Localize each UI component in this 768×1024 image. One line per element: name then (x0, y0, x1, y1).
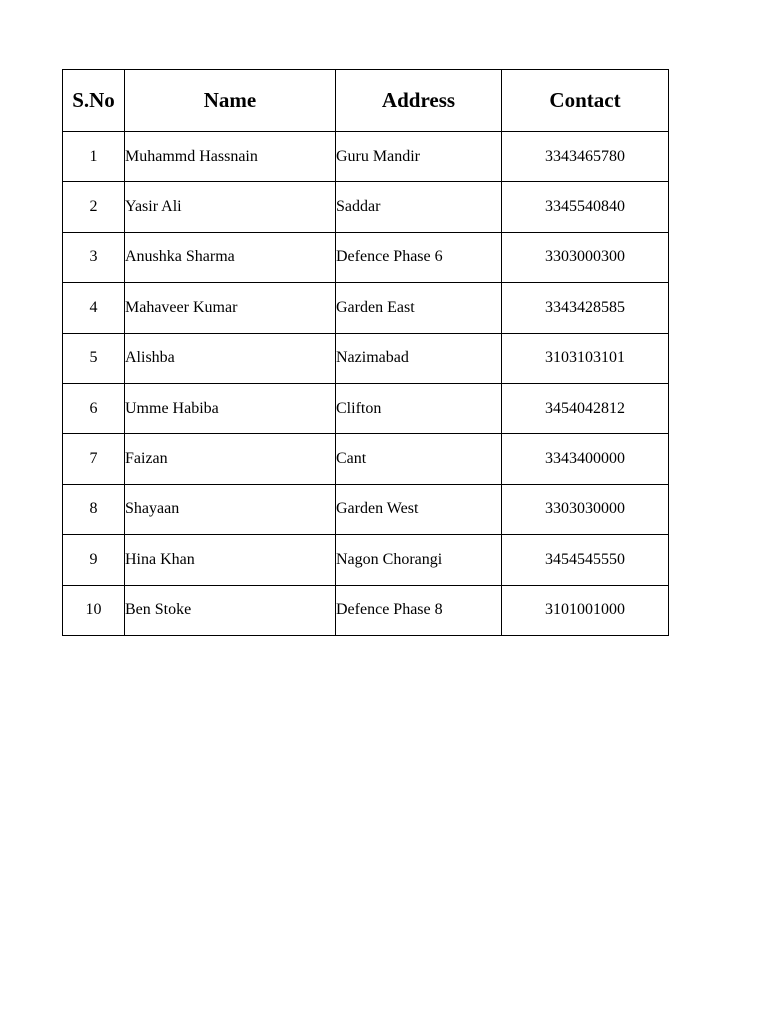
table-row (63, 535, 669, 585)
cell-address: Garden West (336, 484, 502, 534)
cell-address: Garden East (336, 283, 502, 333)
cell-name: Shayaan (125, 484, 336, 534)
cell-sno: 5 (63, 333, 125, 383)
cell-name: Faizan (125, 434, 336, 484)
cell-address: Nazimabad (336, 333, 502, 383)
table-row (63, 283, 669, 333)
cell-address: Defence Phase 8 (336, 585, 502, 635)
cell-name: Anushka Sharma (125, 232, 336, 282)
table-row (63, 182, 669, 232)
table-row (63, 434, 669, 484)
cell-sno: 9 (63, 535, 125, 585)
table-row (63, 333, 669, 383)
cell-sno: 8 (63, 484, 125, 534)
cell-sno: 3 (63, 232, 125, 282)
header-sno: S.No (63, 70, 125, 132)
cell-address: Guru Mandir (336, 132, 502, 182)
cell-contact: 3101001000 (502, 585, 669, 635)
cell-name: Yasir Ali (125, 182, 336, 232)
cell-address: Nagon Chorangi (336, 535, 502, 585)
table-row (63, 132, 669, 182)
cell-sno: 1 (63, 132, 125, 182)
table-row (63, 585, 669, 635)
cell-contact: 3343465780 (502, 132, 669, 182)
cell-name: Umme Habiba (125, 383, 336, 433)
cell-name: Ben Stoke (125, 585, 336, 635)
cell-address: Saddar (336, 182, 502, 232)
cell-contact: 3454042812 (502, 383, 669, 433)
table-row (63, 232, 669, 282)
cell-contact: 3454545550 (502, 535, 669, 585)
cell-contact: 3103103101 (502, 333, 669, 383)
table-row (63, 484, 669, 534)
cell-sno: 6 (63, 383, 125, 433)
header-address: Address (336, 70, 502, 132)
cell-address: Cant (336, 434, 502, 484)
cell-address: Clifton (336, 383, 502, 433)
contacts-table (62, 69, 669, 636)
cell-sno: 4 (63, 283, 125, 333)
cell-sno: 7 (63, 434, 125, 484)
cell-address: Defence Phase 6 (336, 232, 502, 282)
table-row (63, 383, 669, 433)
cell-name: Muhammd Hassnain (125, 132, 336, 182)
cell-sno: 10 (63, 585, 125, 635)
cell-sno: 2 (63, 182, 125, 232)
cell-contact: 3303030000 (502, 484, 669, 534)
cell-contact: 3345540840 (502, 182, 669, 232)
cell-contact: 3343428585 (502, 283, 669, 333)
cell-name: Alishba (125, 333, 336, 383)
header-contact: Contact (502, 70, 669, 132)
header-name: Name (125, 70, 336, 132)
table-header-row (63, 70, 669, 132)
cell-name: Hina Khan (125, 535, 336, 585)
cell-contact: 3303000300 (502, 232, 669, 282)
cell-name: Mahaveer Kumar (125, 283, 336, 333)
cell-contact: 3343400000 (502, 434, 669, 484)
